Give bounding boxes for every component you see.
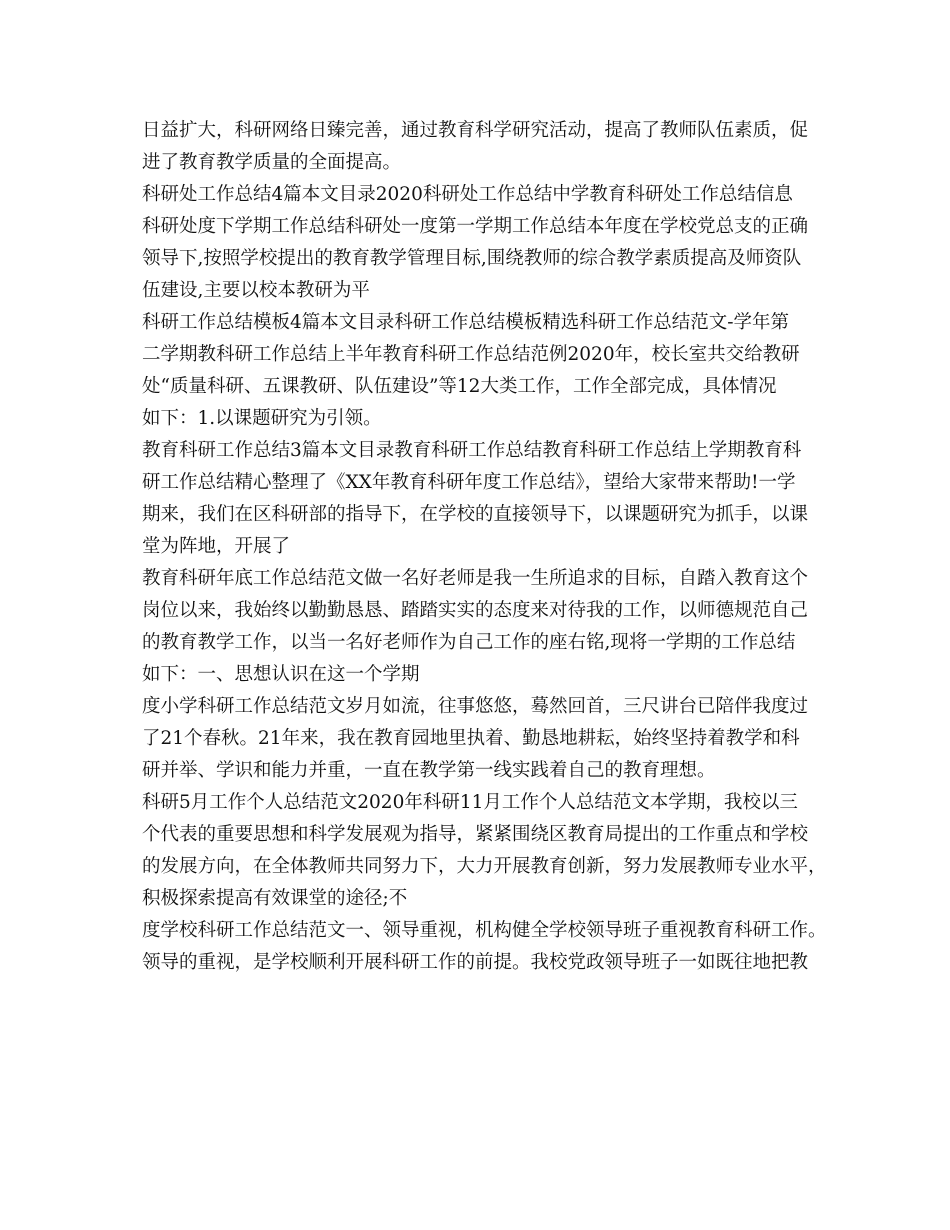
text-line: 科研5月工作个人总结范文2020年科研11月工作个人总结范文本学期，我校以三: [142, 792, 798, 813]
text-line: 个代表的重要思想和科学发展观为指导，紧紧围绕区教育局提出的工作重点和学校: [142, 824, 809, 845]
text-line: 了21个春秋。21年来，我在教育园地里执着、勤恳地耕耘，始终坚持着教学和科: [142, 728, 800, 749]
text-line: 科研处工作总结4篇本文目录2020科研处工作总结中学教育科研处工作总结信息: [142, 184, 793, 205]
text-line: 教育科研年底工作总结范文做一名好老师是我一生所追求的目标，自踏入教育这个: [142, 568, 809, 589]
document-body: [142, 115, 832, 979]
text-line: 度学校科研工作总结范文一、领导重视，机构健全学校领导班子重视教育科研工作。: [142, 920, 827, 941]
text-line: 科研工作总结模板4篇本文目录科研工作总结模板精选科研工作总结范文-学年第: [142, 312, 790, 333]
text-line: 科研处度下学期工作总结科研处一度第一学期工作总结本年度在学校党总支的正确: [142, 216, 809, 237]
text-line: 如下：1.以课题研究为引领。: [142, 408, 382, 429]
text-line: 伍建设,主要以校本教研为平: [142, 280, 370, 301]
text-line: 的教育教学工作，以当一名好老师作为自己工作的座右铭,现将一学期的工作总结: [142, 632, 796, 653]
text-line: 领导下,按照学校提出的教育教学管理目标,围绕教师的综合教学素质提高及师资队: [142, 248, 802, 269]
text-line: 领导的重视，是学校顺利开展科研工作的前提。我校党政领导班子一如既往地把教: [142, 952, 809, 973]
text-line: 教育科研工作总结3篇本文目录教育科研工作总结教育科研工作总结上学期教育科: [142, 440, 802, 461]
text-line: 的发展方向，在全体教师共同努力下，大力开展教育创新，努力发展教师专业水平，: [142, 856, 827, 877]
text-line: 二学期教科研工作总结上半年教育科研工作总结范例2020年，校长室共交给教研: [142, 344, 800, 365]
text-line: 堂为阵地，开展了: [142, 536, 291, 557]
text-line: 度小学科研工作总结范文岁月如流，往事悠悠，蓦然回首，三尺讲台已陪伴我度过: [142, 696, 809, 717]
text-line: 进了教育教学质量的全面提高。: [142, 152, 402, 173]
text-line: 研并举、学识和能力并重，一直在教学第一线实践着自己的教育理想。: [142, 760, 716, 781]
text-line: 岗位以来，我始终以勤勤恳恳、踏踏实实的态度来对待我的工作，以师德规范自己: [142, 600, 809, 621]
text-line: 期来，我们在区科研部的指导下，在学校的直接领导下，以课题研究为抓手，以课: [142, 504, 809, 525]
text-line: 如下：一、思想认识在这一个学期: [142, 664, 420, 685]
text-line: 处“质量科研、五课教研、队伍建设”等12大类工作，工作全部完成，具体情况: [142, 376, 777, 397]
text-line: 研工作总结精心整理了《XX年教育科研年度工作总结》，望给大家带来帮助!一学: [142, 472, 796, 493]
text-line: 日益扩大，科研网络日臻完善，通过教育科学研究活动，提高了教师队伍素质，促: [142, 120, 809, 141]
text-line: 积极探索提高有效课堂的途径;不: [142, 888, 408, 909]
